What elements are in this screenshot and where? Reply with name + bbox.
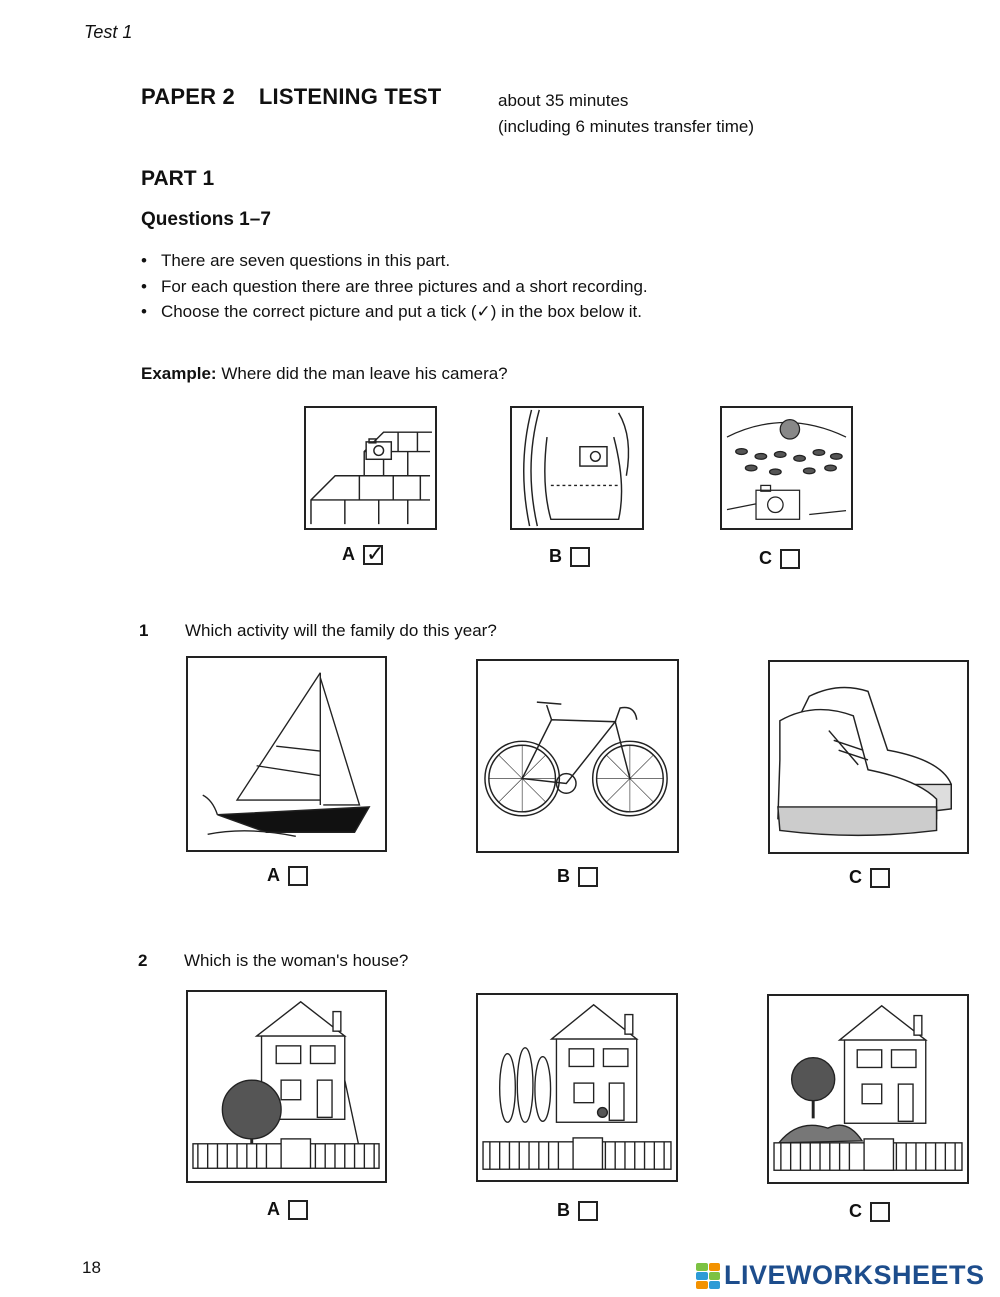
option-letter: C bbox=[849, 1201, 862, 1221]
house-with-poplars-illustration bbox=[478, 995, 676, 1180]
question-2-picture-house-c bbox=[767, 994, 969, 1184]
question-1-option-c[interactable] bbox=[849, 867, 890, 888]
option-letter: A bbox=[267, 1199, 280, 1219]
question-2-text: Which is the woman's house? bbox=[184, 951, 409, 970]
tick-box[interactable] bbox=[780, 549, 800, 569]
tick-box[interactable] bbox=[288, 1200, 308, 1220]
question-2-option-a[interactable] bbox=[267, 1199, 308, 1220]
question-2-option-b[interactable] bbox=[557, 1200, 598, 1221]
example-option-c[interactable] bbox=[759, 548, 800, 569]
house-with-tree-illustration bbox=[188, 992, 385, 1181]
question-1-picture-walking bbox=[768, 660, 969, 854]
instruction-item: • Choose the correct picture and put a tick (✓) in the box below it. bbox=[141, 299, 648, 325]
instructions-list bbox=[141, 248, 648, 325]
paper-title bbox=[141, 84, 465, 110]
tick-box[interactable] bbox=[870, 868, 890, 888]
tick-mark: ✓ bbox=[366, 540, 385, 566]
brand-name: LIVEWORKSHEETS bbox=[724, 1260, 985, 1290]
example-label: Example: bbox=[141, 364, 217, 383]
option-letter: B bbox=[549, 546, 562, 566]
camera-on-ground-illustration bbox=[722, 408, 851, 528]
question-2-picture-house-a bbox=[186, 990, 387, 1183]
camera-on-steps-illustration bbox=[306, 408, 435, 528]
test-name: LISTENING TEST bbox=[258, 84, 442, 109]
tick-box[interactable] bbox=[870, 1202, 890, 1222]
bicycle-illustration bbox=[478, 661, 677, 851]
question-1-text: Which activity will the family do this year? bbox=[185, 621, 497, 640]
example-picture-steps bbox=[304, 406, 437, 530]
liveworksheets-brand[interactable] bbox=[696, 1260, 985, 1291]
sailboat-illustration bbox=[188, 658, 385, 850]
example-option-b[interactable] bbox=[549, 546, 590, 567]
example-question bbox=[141, 364, 508, 384]
example-option-a[interactable] bbox=[342, 540, 385, 566]
instruction-item: • For each question there are three pictures and a short recording. bbox=[141, 274, 648, 300]
question-2-picture-house-b bbox=[476, 993, 678, 1182]
question-1-option-a[interactable] bbox=[267, 865, 308, 886]
question-2-number: 2 bbox=[138, 951, 148, 970]
question-1-number: 1 bbox=[139, 621, 149, 640]
instruction-item: • There are seven questions in this part. bbox=[141, 248, 648, 274]
part-title: PART 1 bbox=[141, 167, 215, 190]
tick-box[interactable] bbox=[578, 867, 598, 887]
option-letter: B bbox=[557, 866, 570, 886]
question-1-picture-sailing bbox=[186, 656, 387, 852]
question-2-option-c[interactable] bbox=[849, 1201, 890, 1222]
example-picture-beach bbox=[720, 406, 853, 530]
page-number: 18 bbox=[82, 1258, 101, 1277]
duration-line-1: about 35 minutes bbox=[498, 91, 629, 110]
example-picture-pocket bbox=[510, 406, 644, 530]
tick-box[interactable] bbox=[578, 1201, 598, 1221]
tick-box[interactable] bbox=[363, 540, 385, 566]
questions-range: Questions 1–7 bbox=[141, 209, 271, 230]
tick-box[interactable] bbox=[570, 547, 590, 567]
duration-info bbox=[498, 88, 754, 140]
option-letter: B bbox=[557, 1200, 570, 1220]
option-letter: C bbox=[759, 548, 772, 568]
tick-box[interactable] bbox=[288, 866, 308, 886]
liveworksheets-logo-icon bbox=[696, 1263, 720, 1289]
question-1-option-b[interactable] bbox=[557, 866, 598, 887]
option-letter: A bbox=[342, 544, 355, 564]
house-with-hedge-illustration bbox=[769, 996, 967, 1182]
duration-line-2: (including 6 minutes transfer time) bbox=[498, 117, 755, 136]
option-letter: C bbox=[849, 867, 862, 887]
camera-in-pocket-illustration bbox=[512, 408, 642, 528]
paper-label: PAPER 2 bbox=[141, 84, 235, 109]
page-header-test-label: Test 1 bbox=[84, 22, 133, 42]
hiking-boots-illustration bbox=[770, 662, 967, 852]
option-letter: A bbox=[267, 865, 280, 885]
question-1-picture-cycling bbox=[476, 659, 679, 853]
example-text: Where did the man leave his camera? bbox=[221, 364, 508, 383]
